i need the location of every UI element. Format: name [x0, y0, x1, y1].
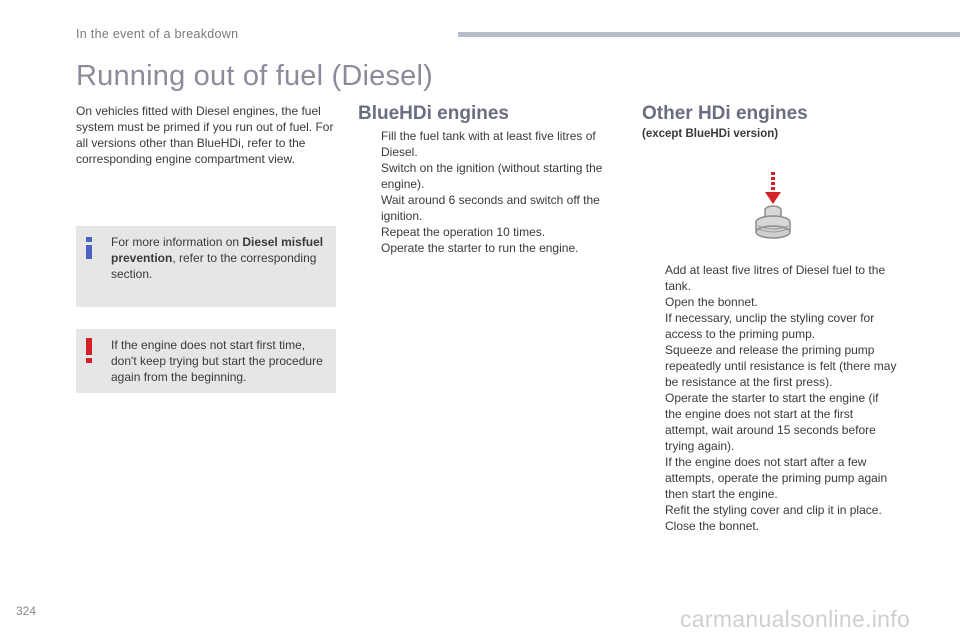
step-text: If the engine does not start after a few attempts, operate the priming pump again then start the engine. [665, 455, 888, 501]
list-item [642, 502, 898, 518]
list-item [642, 294, 898, 310]
info-note-text [111, 234, 333, 282]
step-text: Refit the styling cover and clip it in place. [665, 503, 882, 517]
info-note-text-before: For more information on [111, 235, 243, 249]
list-item [642, 310, 898, 342]
list-item [642, 454, 898, 502]
other-hdi-subtitle: (except BlueHDi version) [642, 128, 779, 140]
step-text: If necessary, unclip the styling cover for access to the priming pump. [665, 311, 875, 341]
list-item [642, 518, 898, 534]
step-text: Operate the starter to run the engine. [381, 241, 579, 255]
bluehdi-steps [358, 128, 610, 256]
list-item [358, 224, 610, 240]
info-note [76, 226, 336, 307]
step-text: Wait around 6 seconds and switch off the ignition. [381, 193, 600, 223]
step-text: Switch on the ignition (without starting the engine). [381, 161, 603, 191]
step-text: Fill the fuel tank with at least five litres of Diesel. [381, 129, 596, 159]
list-item [358, 240, 610, 256]
step-text: Repeat the operation 10 times. [381, 225, 546, 239]
other-hdi-title: Other HDi engines [642, 103, 808, 124]
list-item [642, 262, 898, 294]
step-text: Add at least five litres of Diesel fuel to the tank. [665, 263, 886, 293]
step-text: Close the bonnet. [665, 519, 760, 533]
section-header: In the event of a breakdown [76, 27, 239, 41]
list-item [358, 192, 610, 224]
watermark: carmanualsonline.info [680, 606, 911, 632]
list-item [358, 160, 610, 192]
step-text: Open the bonnet. [665, 295, 758, 309]
page-title: Running out of fuel (Diesel) [76, 60, 434, 92]
warning-note [76, 329, 336, 393]
info-note-text-after: , refer to the corresponding section. [111, 251, 317, 281]
warning-note-text: If the engine does not start first time, don't keep trying but start the procedure again from the beginning. [111, 338, 323, 384]
priming-pump-icon [752, 170, 794, 244]
intro-paragraph: On vehicles fitted with Diesel engines, the fuel system must be primed if you run out of fuel. For all versions other than BlueHDi, refer to the corresponding engine compartment view. [76, 104, 334, 166]
step-text: Squeeze and release the priming pump repeatedly until resistance is felt (there may be resistance at the first press). [665, 343, 897, 389]
bluehdi-title: BlueHDi engines [358, 103, 509, 124]
header-accent-bar [458, 32, 960, 37]
list-item [358, 128, 610, 160]
page-number: 324 [16, 604, 37, 618]
list-item [642, 342, 898, 390]
other-hdi-steps [642, 262, 898, 534]
warning-icon [85, 338, 93, 364]
step-text: Operate the starter to start the engine (if the engine does not start at the first attempt, wait around 15 seconds before trying again). [665, 391, 879, 453]
list-item [642, 390, 898, 454]
info-icon [86, 237, 92, 259]
info-note-bold: Diesel misfuel prevention [111, 235, 324, 265]
